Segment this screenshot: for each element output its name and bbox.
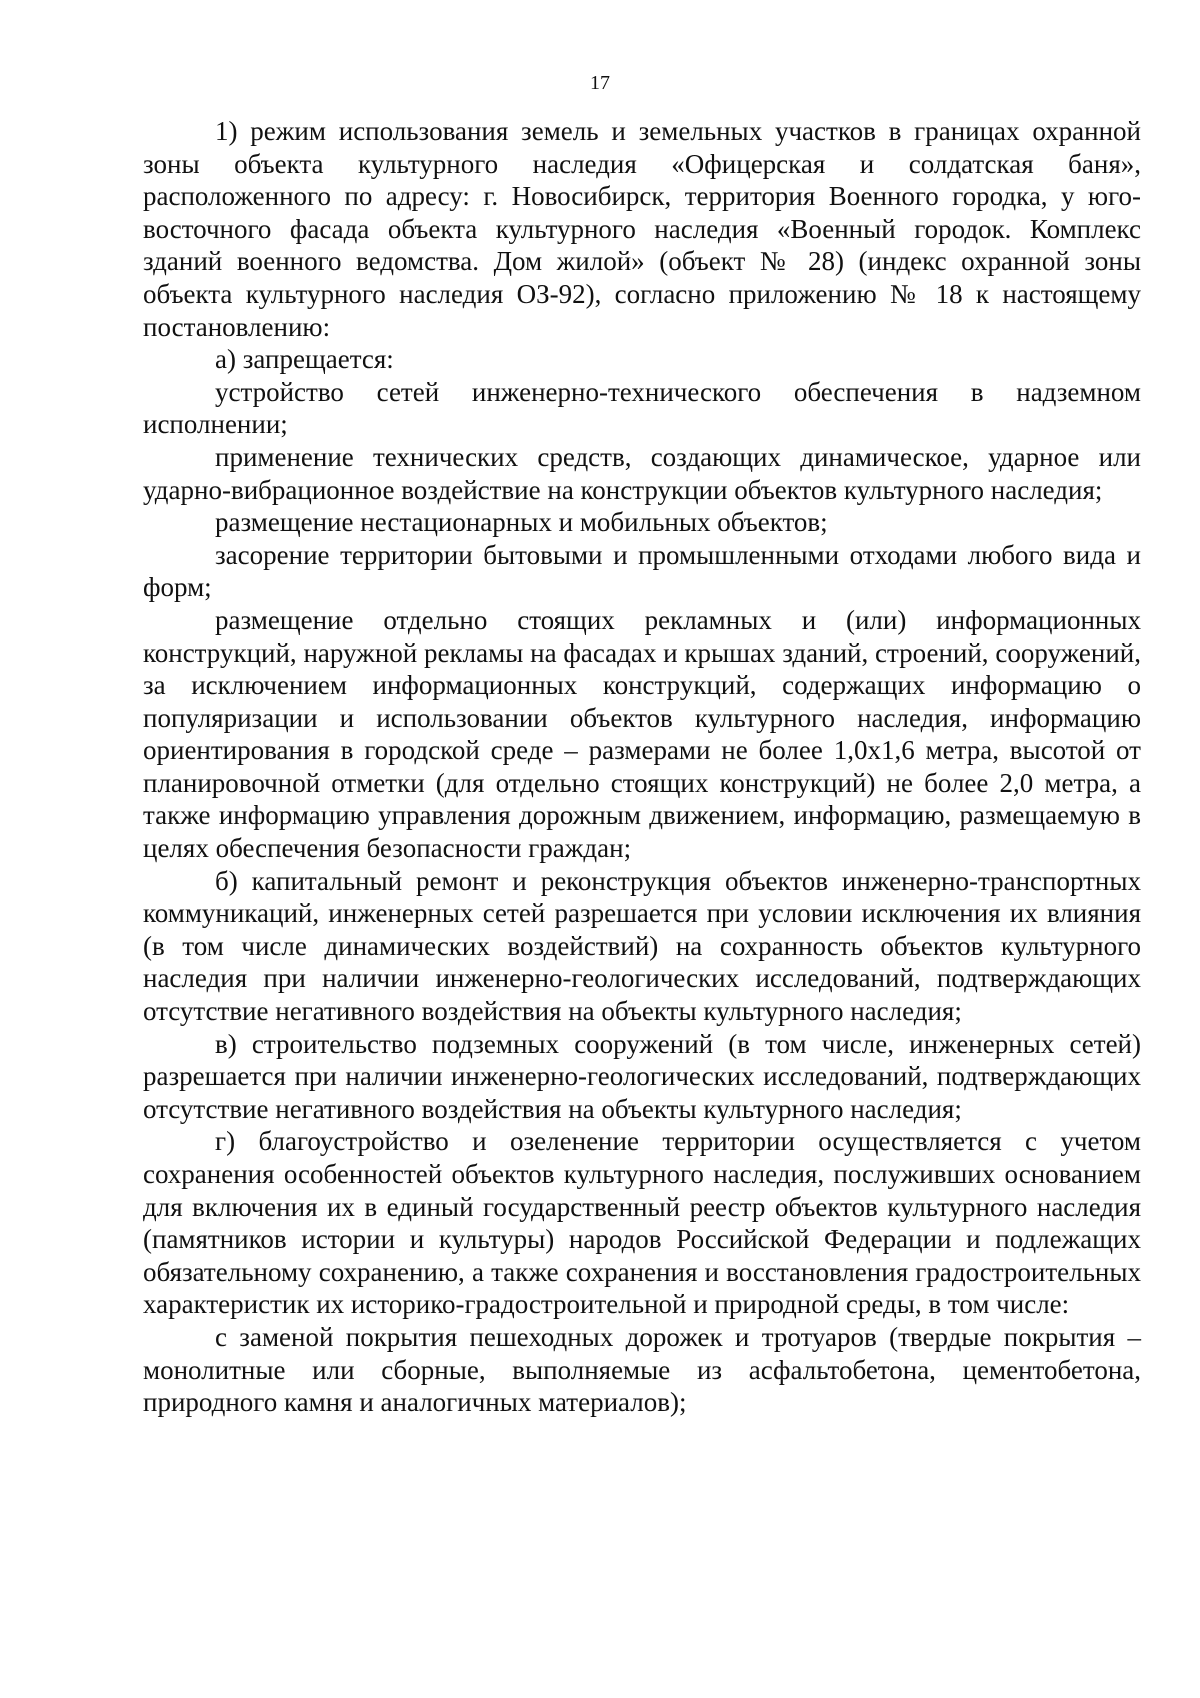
document-body	[143, 115, 1141, 1419]
paragraph-g-landscaping: г) благоустройство и озеленение территории осуществляется с учетом сохранения особенностей объектов культурного наследия, послуживших основанием для включения их в единый государственный реестр объектов культурного наследия (памятников истории и культуры) народов Российской Федерации и подлежащих обязательному сохранению, а также сохранения и восстановления градостроительных характеристик их историко-градостроительной и природной среды, в том числе:	[143, 1126, 1141, 1320]
paragraph-pavement: с заменой покрытия пешеходных дорожек и тротуаров (твердые покрытия – монолитные или сборные, выполняемые из асфальтобетона, цементобетона, природного камня и аналогичных материалов);	[143, 1321, 1141, 1418]
paragraph-a-prohibited: а) запрещается:	[215, 344, 394, 375]
paragraph-overhead-networks: устройство сетей инженерно-технического обеспечения в надземном исполнении;	[143, 376, 1141, 440]
paragraph-v-underground: в) строительство подземных сооружений (в том числе, инженерных сетей) разрешается при наличии инженерно-геологических исследований, подтверждающих отсутствие негативного воздействия на объекты культурного наследия;	[143, 1028, 1141, 1124]
paragraph-item-1-regime: 1) режим использования земель и земельных участков в границах охранной зоны объекта культурного наследия «Офицерская и солдатская баня», расположенного по адресу: г. Новосибирск, территория Военного городка, у юго-восточного фасада объекта культурного наследия «Военный городок. Комплекс зданий военного ведомства. Дом жилой» (объект № 28) (индекс охранной зоны объекта культурного наследия ОЗ-92), согласно приложению № 18 к настоящему постановлению:	[143, 116, 1141, 342]
paragraph-dynamic-impact: применение технических средств, создающих динамическое, ударное или ударно-вибрационное воздействие на конструкции объектов культурного наследия;	[143, 441, 1141, 505]
paragraph-b-repair: б) капитальный ремонт и реконструкция объектов инженерно-транспортных коммуникаций, инженерных сетей разрешается при условии исключения их влияния (в том числе динамических воздействий) на сохранность объектов культурного наследия при наличии инженерно-геологических исследований, подтверждающих отсутствие негативного воздействия на объекты культурного наследия;	[143, 865, 1141, 1027]
paragraph-waste: засорение территории бытовыми и промышленными отходами любого вида и форм;	[143, 539, 1141, 603]
page-number: 17	[590, 72, 610, 94]
paragraph-advertising: размещение отдельно стоящих рекламных и (или) информационных конструкций, наружной рекламы на фасадах и крышах зданий, строений, сооружений, за исключением информационных конструкций, содержащих информацию о популяризации и использовании объектов культурного наследия, информацию ориентирования в городской среде – размерами не более 1,0х1,6 метра, высотой от планировочной отметки (для отдельно стоящих конструкций) не более 2,0 метра, а также информацию управления дорожным движением, информацию, размещаемую в целях обеспечения безопасности граждан;	[143, 604, 1141, 864]
paragraph-nonstationary-objects: размещение нестационарных и мобильных объектов;	[215, 507, 828, 538]
